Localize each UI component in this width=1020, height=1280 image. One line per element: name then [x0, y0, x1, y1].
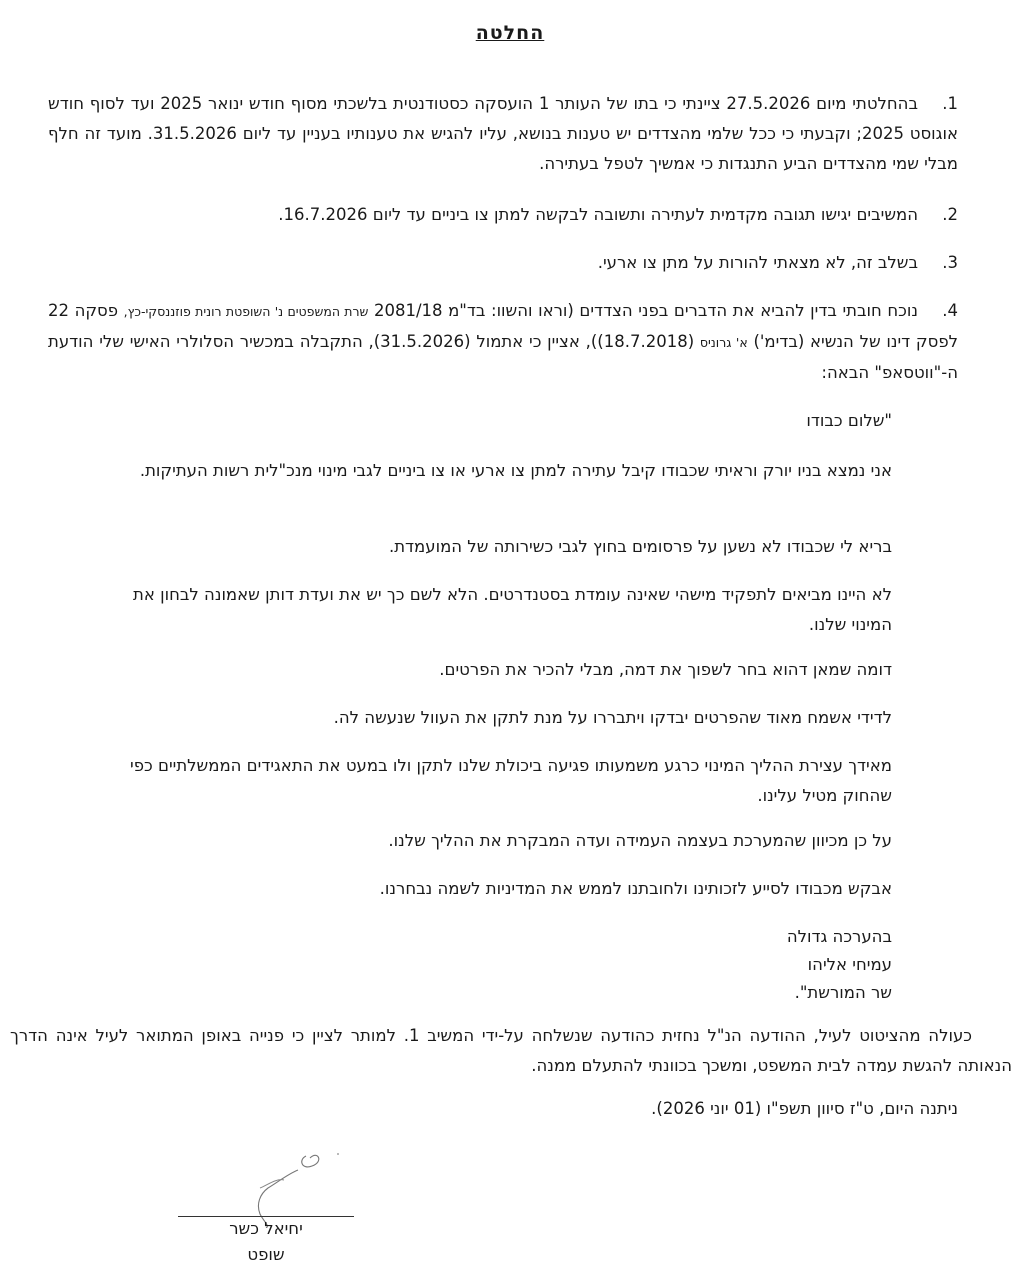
paragraph-3: [48, 248, 958, 278]
paragraph-text: בהחלטתי מיום 27.5.2026 ציינתי כי בתו של העותר 1 הועסקה כסטודנטית בלשכתי מסוף חודש ינואר 2025 ועד לסוף חודש אוגוסט 2025; וקבעתי כי ככל שלמי מהצדדים יש טענות בנושא, עליו להגיש את טענותיו בעניין עד ליום 31.5.2026. מועד זה חלף מבלי שמי מהצדדים הביע התנגדות כי אמשיך לטפל בעתירה.: [48, 94, 958, 173]
judge-title: שופט: [247, 1245, 285, 1264]
justice-name: א' גרוניס: [699, 335, 748, 350]
quote-line: דומה שמאן דהוא בחר לשפוך את דמה, מבלי להכיר את הפרטים.: [439, 660, 892, 679]
quote-line: לא היינו מביאים לתפקיד מישהי שאינה עומדת בסטנדרטים. הלא לשם כך יש את ועדת דותן שאמונה לבחון את המינוי שלנו.: [133, 585, 892, 634]
after-quote-paragraph: כעולה מהציטוט לעיל, ההודעה הנ"ל נחזית כהודעה שנשלחה על-ידי המשיב 1. למותר לציין כי פנייה באופן המתואר לעיל אינה הדרך הנאותה להגשת עמדה לבית המשפט, ומשכך בכוונתי להתעלם ממנה.: [10, 1026, 1012, 1075]
closing-line: שר המורשת".: [794, 983, 892, 1002]
quote-line: על כן מכיוון שהמערכת בעצמה העמידה ועדה המבקרת את ההליך שלנו.: [388, 831, 892, 850]
signature-line: [178, 1216, 354, 1217]
quote-line: מאידך עצירת ההליך המינוי כרגע משמעותו פגיעה ביכולת שלנו לתקן ולו במעט את התאגידים הממשלתיים כפי שהחוק מטיל עלינו.: [130, 756, 892, 805]
judge-name: יחיאל כשר: [229, 1219, 303, 1238]
paragraph-text: בשלב זה, לא מצאתי להורות על מתן צו ארעי.: [597, 253, 918, 272]
paragraph-2: [48, 200, 958, 230]
paragraph-number: 2.: [942, 205, 958, 224]
document-title: החלטה: [475, 22, 545, 44]
quote-closing: [787, 923, 892, 1007]
paragraph-1: [48, 89, 958, 179]
quote-greeting: "שלום כבודו: [806, 411, 892, 430]
quote-line: בריא לי שכבודו לא נשען על פרסומים בחוץ לגבי כשירותה של המועמדת.: [388, 537, 892, 556]
quote-line: אבקש מכבודו לסייע לזכותינו ולחובתנו לממש את המדיניות לשמה נבחרנו.: [379, 879, 892, 898]
closing-line: בהערכה גדולה: [786, 927, 892, 946]
paragraph-text-a: נוכח חובתי בדין להביא את הדברים בפני הצדדים (וראו והשוו: בד"מ 2081/18: [373, 301, 919, 320]
paragraph-number: 1.: [942, 94, 958, 113]
paragraph-number: 3.: [942, 253, 958, 272]
paragraph-text: המשיבים יגישו תגובה מקדמית לעתירה ותשובה לבקשה למתן צו ביניים עד ליום 16.7.2026.: [278, 205, 918, 224]
given-date: ניתנה היום, ט"ז סיוון תשפ"ו (01 יוני 2026).: [651, 1099, 958, 1118]
paragraph-number: 4.: [942, 301, 959, 320]
paragraph-text-c: פסקה 22 לפסק דינו של הנשיא (בדימ'): [48, 301, 959, 351]
quote-line: אני נמצא בניו יורק וראיתי שכבודו קיבל עתירה למתן צו ארעי או צו ביניים לגבי מינוי מנכ"לית רשות העתיקות.: [139, 461, 892, 480]
paragraph-4: [48, 296, 958, 388]
quote-line: לדידי אשמח מאוד שהפרטים יבדקו ויתבררו על מנת לתקן את העוול שנעשה לה.: [333, 708, 892, 727]
case-name: שרת המשפטים נ' השופטת רונית פוזננסקי-כץ,: [123, 304, 369, 319]
paragraph-text-e: (18.7.2018)), אציין כי אתמול (31.5.2026), התקבלה במכשיר הסלולרי האישי שלי הודעת ה-"ווטסאפ" הבאה:: [48, 332, 958, 382]
closing-line: עמיחי אליהו: [807, 955, 892, 974]
